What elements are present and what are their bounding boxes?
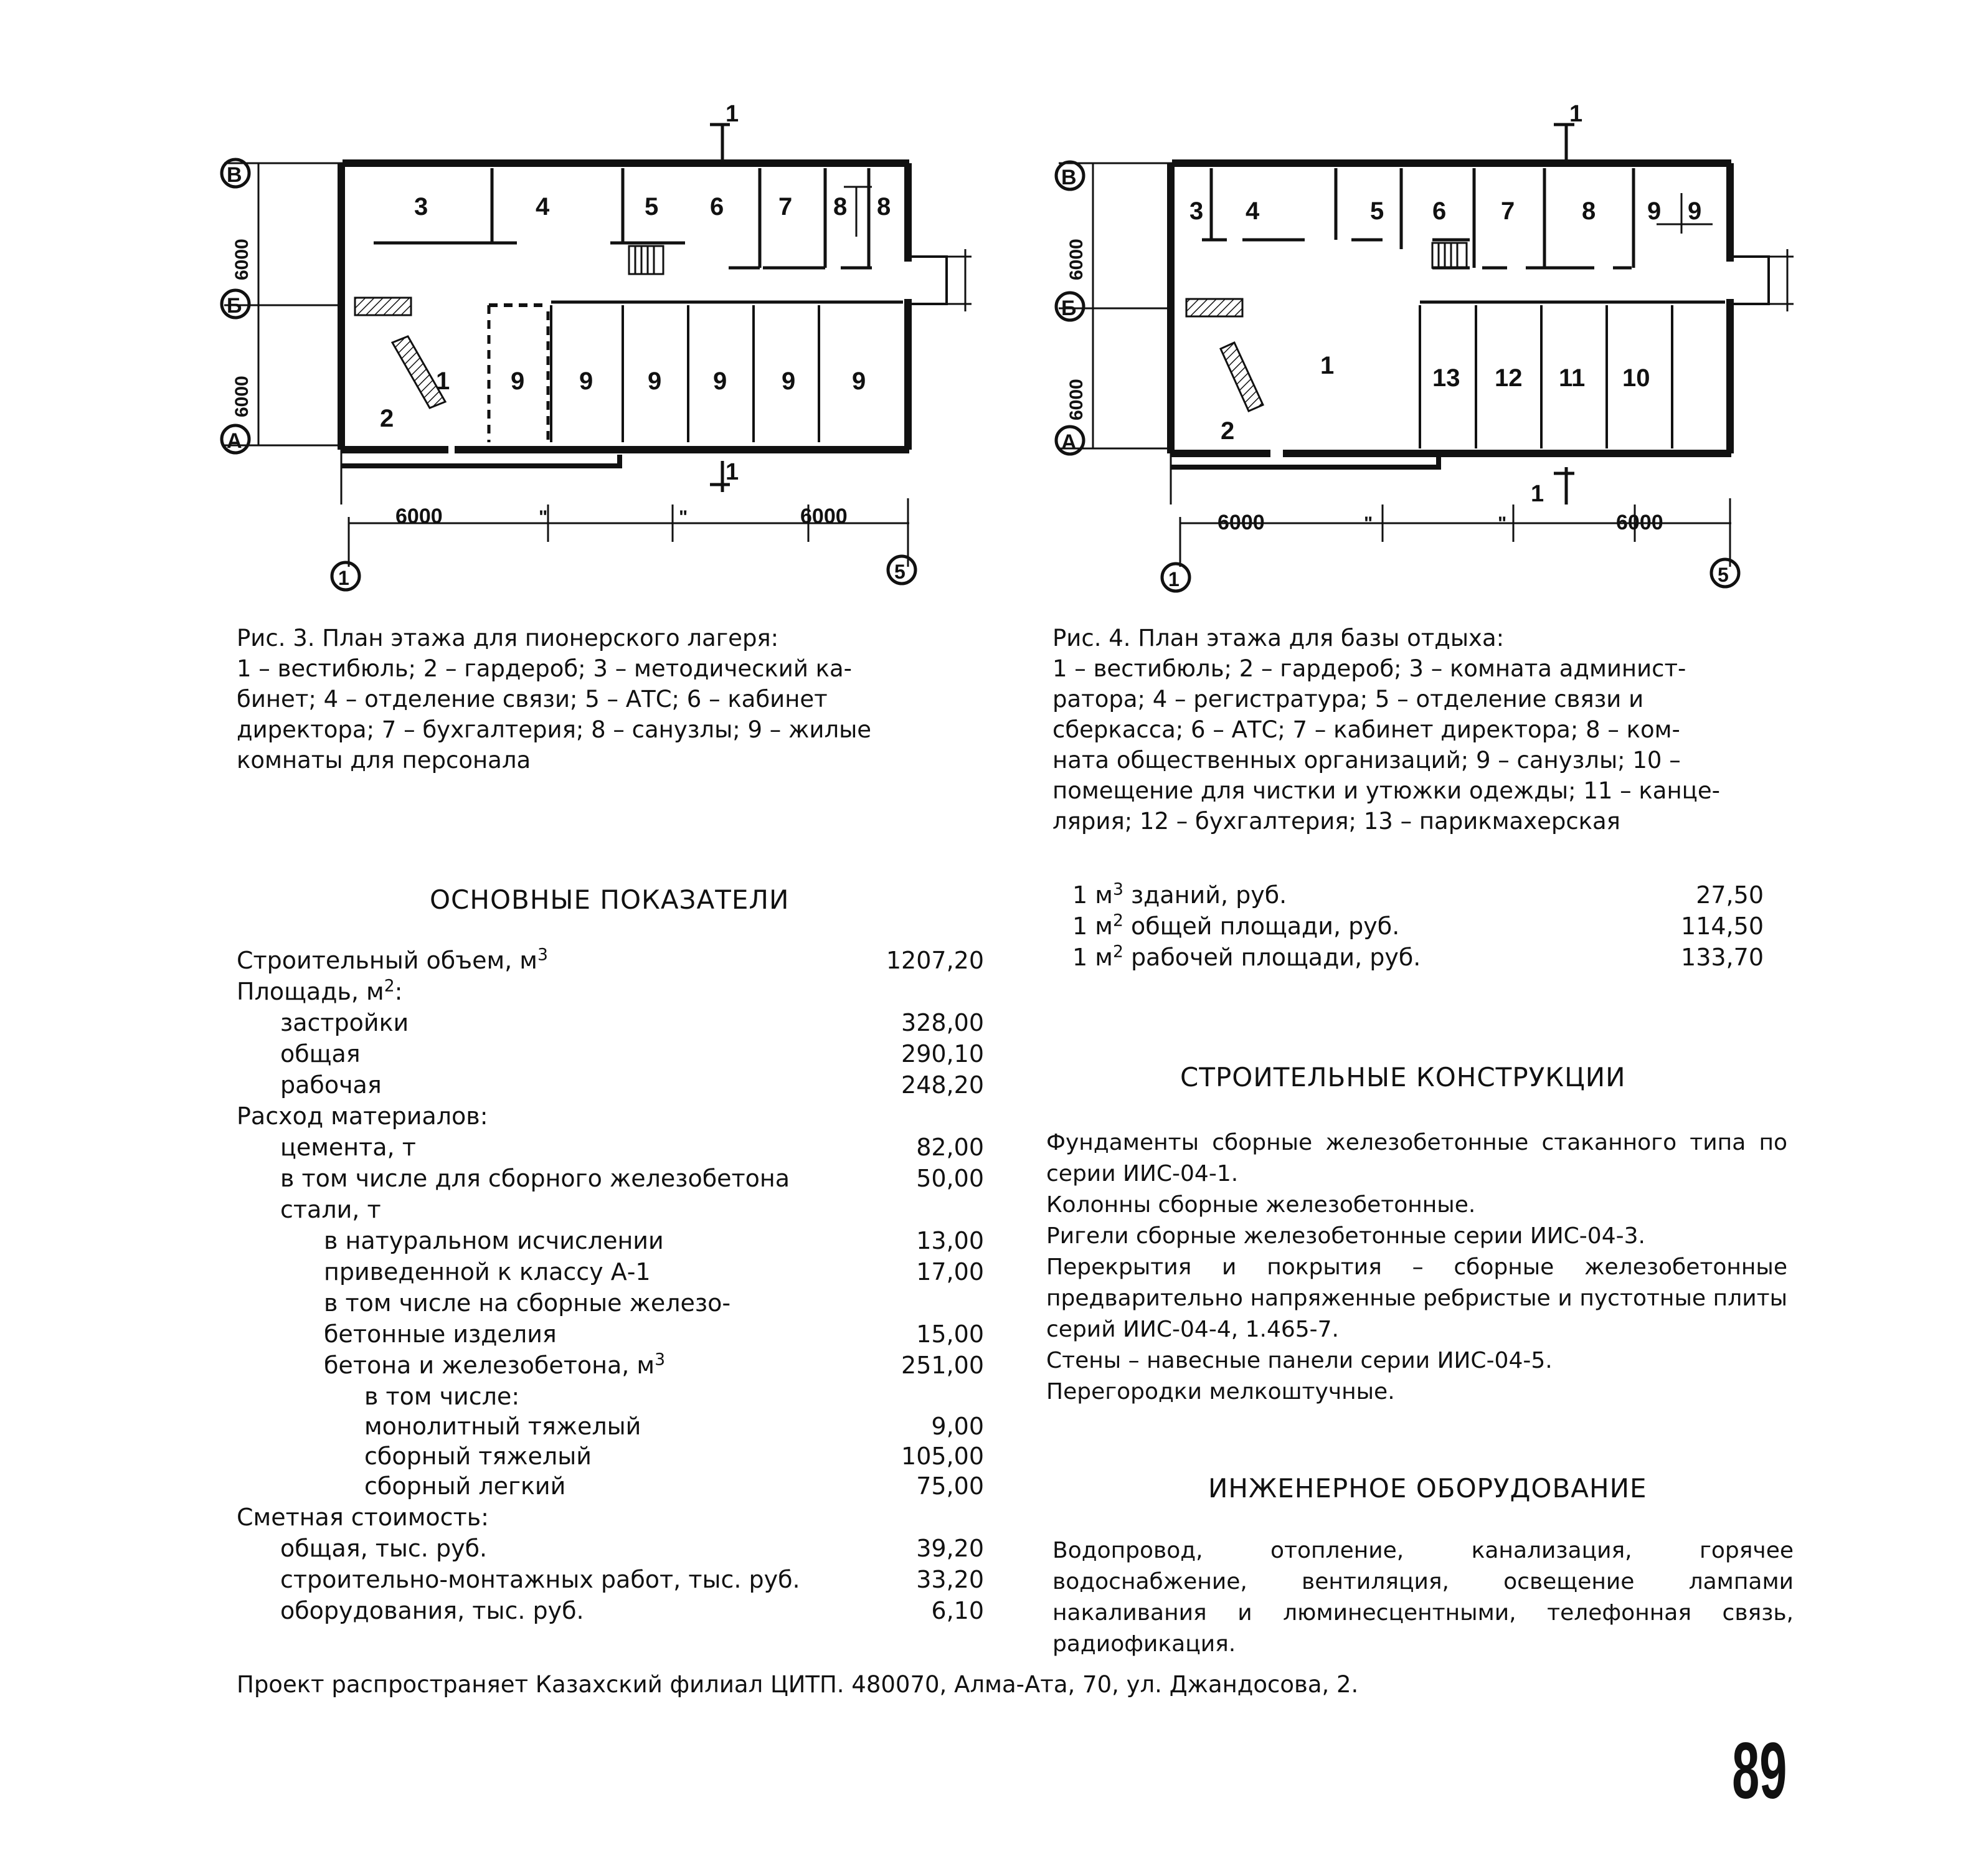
room-number: 12	[1495, 364, 1523, 392]
indicator-row	[324, 1289, 984, 1320]
indicator-label: общая	[280, 1040, 361, 1068]
indicators-table	[237, 947, 984, 1632]
indicator-row	[364, 1383, 984, 1414]
indicator-value: 39,20	[916, 1535, 984, 1562]
room-number: 8	[877, 193, 891, 220]
room-number: 8	[833, 193, 848, 220]
indicator-row	[237, 947, 984, 978]
indicator-label: сборный тяжелый	[364, 1443, 592, 1470]
caption-line: ратора; 4 – регистратура; 5 – отделение связи и	[1052, 686, 1644, 713]
room-number: 1	[1320, 352, 1335, 379]
indicator-label: бетона и железобетона, м	[324, 1352, 655, 1379]
indicator-label: приведенной к классу А-1	[324, 1258, 651, 1286]
dim-label: 6000	[1066, 239, 1087, 280]
caption-line: 1 – вестибюль; 2 – гардероб; 3 – методический ка-	[237, 655, 852, 682]
unit-cost-row	[1072, 912, 1764, 944]
construction-paragraph: Перекрытия и покрытия – сборные железобетонные предварительно напряженные ребристые и пустотные плиты серий ИИС-04-4, 1.465-7.	[1046, 1254, 1787, 1342]
indicator-row	[280, 1597, 984, 1628]
fig3-caption	[237, 623, 965, 775]
axis-label: А	[1061, 430, 1077, 454]
section-mark: 1	[1531, 481, 1544, 507]
indicator-row	[237, 978, 984, 1009]
unit-sup: 2	[1112, 942, 1123, 962]
indicator-row	[237, 1504, 984, 1535]
indicator-value: 6,10	[931, 1597, 984, 1624]
axis-label: 5	[1718, 564, 1729, 586]
unit-prefix: 1 м	[1072, 912, 1113, 940]
dim-label: 6000	[1066, 379, 1087, 420]
indicator-row	[280, 1535, 984, 1566]
indicator-value: 13,00	[916, 1227, 984, 1254]
room-number: 9	[782, 367, 796, 395]
dim-label: "	[679, 507, 688, 528]
indicator-label: в том числе на сборные железо-	[324, 1289, 731, 1317]
room-number: 2	[380, 405, 394, 432]
indicator-label: бетонные изделия	[324, 1320, 557, 1348]
caption-line: комнаты для персонала	[237, 747, 531, 774]
indicator-value: 328,00	[901, 1009, 984, 1036]
indicator-label: сборный легкий	[364, 1472, 566, 1500]
indicator-label: общая, тыс. руб.	[280, 1535, 488, 1562]
room-number: 5	[645, 193, 659, 220]
indicator-row	[280, 1009, 984, 1040]
caption-line: помещение для чистки и утюжки одежды; 11 – канце-	[1052, 777, 1720, 804]
unit-value: 114,50	[1681, 912, 1764, 940]
caption-line: бинет; 4 – отделение связи; 5 – АТС; 6 – кабинет	[237, 686, 828, 713]
room-number: 6	[710, 193, 724, 220]
indicator-value: 9,00	[931, 1413, 984, 1440]
caption-line: лярия; 12 – бухгалтерия; 13 – парикмахерская	[1052, 808, 1620, 835]
room-number: 4	[1246, 197, 1260, 225]
indicator-row	[324, 1352, 984, 1383]
axis-label: 5	[894, 561, 906, 583]
indicator-label: застройки	[280, 1009, 409, 1036]
section-mark: 1	[1569, 101, 1583, 127]
indicator-row	[364, 1443, 984, 1474]
caption-line: ната общественных организаций; 9 – санузлы; 10 –	[1052, 747, 1681, 774]
room-number: 9	[713, 367, 727, 395]
indicator-value: 33,20	[916, 1566, 984, 1593]
room-number: 9	[1688, 197, 1702, 225]
indicator-value: 290,10	[901, 1040, 984, 1068]
indicator-row	[364, 1413, 984, 1444]
caption-line: 1 – вестибюль; 2 – гардероб; 3 – комната админист-	[1052, 655, 1686, 682]
caption-title: Рис. 3. План этажа для пионерского лагеря:	[237, 625, 779, 651]
construction-paragraph: Колонны сборные железобетонные.	[1046, 1192, 1476, 1218]
construction-paragraph: Перегородки мелкоштучные.	[1046, 1379, 1395, 1405]
room-number: 13	[1432, 364, 1460, 392]
room-number: 11	[1559, 364, 1586, 392]
room-number: 7	[778, 193, 793, 220]
room-number: 10	[1622, 364, 1650, 392]
room-number: 8	[1582, 197, 1596, 225]
axis-label: 1	[1168, 568, 1180, 590]
indicator-label: Сметная стоимость:	[237, 1504, 489, 1531]
axis-label: Б	[227, 294, 242, 318]
engineering-text: Водопровод, отопление, канализация, горячее водоснабжение, вентиляция, освещение лампами накаливания и люминесцентными, телефонная связь, радиофикация.	[1052, 1538, 1794, 1657]
dim-label: 6000	[232, 376, 252, 417]
indicator-sup: 2	[384, 976, 395, 996]
room-number: 9	[579, 367, 593, 395]
indicator-label: в натуральном исчислении	[324, 1227, 664, 1254]
unit-sup: 3	[1112, 879, 1123, 899]
room-number: 9	[852, 367, 866, 395]
indicator-sup: 3	[537, 945, 548, 965]
indicator-value: 105,00	[901, 1443, 984, 1470]
footer-text: Проект распространяет Казахский филиал ЦИТП. 480070, Алма-Ата, 70, ул. Джандосова, 2.	[237, 1671, 1359, 1698]
indicator-label: в том числе:	[364, 1383, 520, 1410]
fig4-caption	[1052, 623, 1787, 836]
unit-value: 133,70	[1681, 944, 1764, 971]
caption-line: директора; 7 – бухгалтерия; 8 – санузлы; 9 – жилые	[237, 716, 872, 743]
room-number: 5	[1370, 197, 1384, 225]
caption-line: сберкасса; 6 – АТС; 7 – кабинет директора; 8 – ком-	[1052, 716, 1680, 743]
indicator-row	[280, 1134, 984, 1165]
indicator-label: монолитный тяжелый	[364, 1413, 641, 1440]
unit-cost-table	[1072, 881, 1764, 981]
unit-label: общей площади, руб.	[1123, 912, 1400, 940]
indicator-label: оборудования, тыс. руб.	[280, 1597, 584, 1624]
axis-label: Б	[1061, 296, 1077, 320]
indicator-row	[280, 1196, 984, 1227]
indicator-label: строительно-монтажных работ, тыс. руб.	[280, 1566, 800, 1593]
room-number: 3	[1189, 197, 1204, 225]
room-number: 9	[511, 367, 525, 395]
indicator-value: 75,00	[916, 1472, 984, 1500]
room-number: 1	[436, 367, 450, 395]
room-number: 3	[414, 193, 428, 220]
indicator-row	[280, 1165, 984, 1196]
axis-label: В	[1061, 166, 1077, 189]
engineering-title: ИНЖЕНЕРНОЕ ОБОРУДОВАНИЕ	[1208, 1473, 1647, 1504]
indicator-value: 251,00	[901, 1352, 984, 1379]
indicator-label: Площадь, м	[237, 978, 384, 1005]
section-mark: 1	[726, 101, 739, 127]
indicator-row	[324, 1320, 984, 1352]
construction-paragraph: Фундаменты сборные железобетонные стаканного типа по серии ИИС-04-1.	[1046, 1130, 1787, 1187]
construction-paragraph: Стены – навесные панели серии ИИС-04-5.	[1046, 1348, 1553, 1373]
unit-value: 27,50	[1696, 881, 1764, 909]
room-number: 9	[648, 367, 662, 395]
indicator-label: Расход материалов:	[237, 1102, 488, 1130]
construction-paragraph: Ригели сборные железобетонные серии ИИС-04-3.	[1046, 1223, 1645, 1249]
axis-label: 1	[338, 567, 349, 589]
indicator-suffix: :	[394, 978, 403, 1005]
dim-label: "	[539, 507, 548, 528]
room-number: 6	[1432, 197, 1447, 225]
indicator-row	[280, 1566, 984, 1597]
dim-label: 6000	[1616, 511, 1663, 534]
indicator-value: 17,00	[916, 1258, 984, 1286]
dim-label: 6000	[1218, 511, 1265, 534]
indicator-row	[280, 1071, 984, 1102]
unit-cost-row	[1072, 881, 1764, 912]
room-number: 7	[1501, 197, 1515, 225]
indicator-row	[364, 1472, 984, 1504]
indicator-value: 15,00	[916, 1320, 984, 1348]
dim-label: 6000	[395, 505, 443, 528]
indicator-label: Строительный объем, м	[237, 947, 537, 974]
unit-label: рабочей площади, руб.	[1123, 944, 1421, 971]
unit-sup: 2	[1112, 911, 1123, 931]
indicator-label: стали, т	[280, 1196, 381, 1223]
indicator-row	[237, 1102, 984, 1134]
constructions-title: СТРОИТЕЛЬНЫЕ КОНСТРУКЦИИ	[1180, 1062, 1626, 1092]
axis-label: А	[227, 429, 242, 453]
constructions-text	[1046, 1127, 1787, 1408]
indicator-row	[324, 1258, 984, 1289]
indicators-title: ОСНОВНЫЕ ПОКАЗАТЕЛИ	[430, 884, 790, 915]
unit-prefix: 1 м	[1072, 881, 1113, 909]
page-number: 89	[1731, 1727, 1787, 1816]
axis-label: В	[227, 163, 242, 187]
dim-label: 6000	[800, 505, 848, 528]
indicator-row	[280, 1040, 984, 1071]
indicator-label: в том числе для сборного железобетона	[280, 1165, 790, 1192]
unit-label: зданий, руб.	[1123, 881, 1287, 909]
dim-label: "	[1498, 513, 1507, 534]
indicator-value: 1207,20	[886, 947, 984, 974]
indicator-label: цемента, т	[280, 1134, 416, 1161]
indicator-sup: 3	[655, 1350, 665, 1370]
indicator-value: 50,00	[916, 1165, 984, 1192]
dim-label: 6000	[232, 239, 252, 280]
unit-prefix: 1 м	[1072, 944, 1113, 971]
dim-label: "	[1364, 513, 1373, 534]
room-number: 9	[1647, 197, 1662, 225]
section-mark: 1	[726, 459, 739, 485]
caption-title: Рис. 4. План этажа для базы отдыха:	[1052, 625, 1505, 651]
room-number: 4	[536, 193, 550, 220]
indicator-value: 248,20	[901, 1071, 984, 1099]
indicator-label: рабочая	[280, 1071, 382, 1099]
indicator-value: 82,00	[916, 1134, 984, 1161]
floor-plan-fig4	[1034, 93, 1856, 610]
indicator-row	[324, 1227, 984, 1258]
room-number: 2	[1221, 417, 1235, 445]
unit-cost-row	[1072, 944, 1764, 975]
floor-plan-fig3	[199, 93, 1021, 604]
